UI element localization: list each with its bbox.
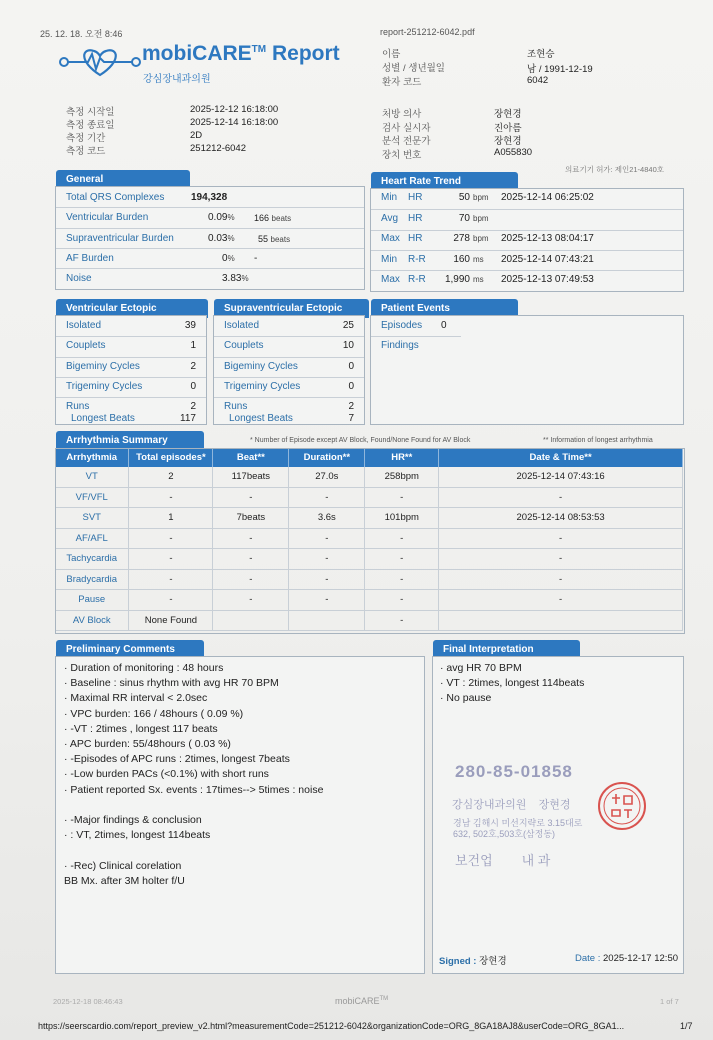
vent-ectopic-label: Isolated: [66, 320, 102, 331]
arrhythmia-cell: -: [365, 610, 439, 631]
general-vent-beats: 166 beats: [254, 213, 292, 223]
general-af-burden-label: AF Burden: [66, 253, 114, 264]
general-vent-burden-value: 0.09%: [208, 212, 235, 223]
device-number: A055830: [494, 147, 533, 158]
comment-line: · -Episodes of APC runs : 2times, longest 7beats: [64, 753, 290, 766]
arrhythmia-cell: -: [439, 549, 683, 570]
svent-ectopic-label: Bigeminy Cycles: [224, 360, 298, 372]
final-line: · avg HR 70 BPM: [440, 662, 522, 674]
arrhythmia-cell: [289, 610, 365, 631]
episodes-value: 0: [441, 320, 447, 331]
general-qrs-label: Total QRS Complexes: [66, 192, 165, 203]
svent-ectopic-label: Trigeminy Cycles: [224, 380, 301, 392]
hr-row-label1: Max: [381, 233, 400, 244]
col-total-episodes: Total episodes*: [129, 448, 213, 467]
stamp-clinic: 강심장내과의원 장현경: [452, 799, 571, 811]
hr-row-label2: R-R: [408, 274, 426, 285]
comment-line: BB Mx. after 3M holter f/U: [64, 874, 185, 887]
arrhythmia-row: [55, 590, 683, 611]
meas-end: 2025-12-14 16:18:00: [190, 117, 279, 128]
prelim-comments-header: Preliminary Comments: [56, 640, 204, 659]
final-interpretation-header: Final Interpretation: [433, 640, 580, 659]
hr-row-label1: Min: [381, 192, 398, 203]
arrhythmia-cell: -: [213, 549, 289, 570]
hr-trend-header: Heart Rate Trend: [371, 172, 518, 191]
arrhythmia-cell: -: [439, 569, 683, 590]
hr-row-unit: ms: [473, 254, 484, 264]
general-af-burden-value: 0%: [222, 253, 235, 264]
arrhythmia-cell: 117beats: [213, 467, 289, 487]
general-af-beats: -: [254, 253, 258, 264]
final-line: · VT : 2times, longest 114beats: [440, 677, 585, 690]
arrhythmia-summary-header: Arrhythmia Summary: [56, 431, 204, 450]
tester: 진아름: [494, 123, 522, 134]
footer-timestamp: 2025-12-18 08:46:43: [53, 997, 123, 1006]
arrhythmia-cell: -: [289, 569, 365, 590]
svent-ectopic-header: Supraventricular Ectopic: [214, 299, 369, 318]
svent-ectopic-value: 10: [342, 340, 354, 352]
vent-ectopic-label: Trigeminy Cycles: [66, 380, 143, 392]
arrhythmia-cell: 27.0s: [289, 467, 365, 487]
comment-line: · Patient reported Sx. events : 17times--> 5times : noise: [64, 783, 324, 796]
arrhythmia-cell: None Found: [129, 610, 213, 631]
arrhythmia-cell: -: [365, 569, 439, 590]
arrhythmia-cell: 258bpm: [365, 467, 439, 487]
arrhythmia-note-2: ** Information of longest arrhythmia: [543, 437, 653, 444]
hr-row-label2: R-R: [408, 253, 426, 265]
arrhythmia-cell: -: [129, 487, 213, 508]
general-svent-burden-label: Supraventricular Burden: [66, 233, 174, 244]
meas-code-label: 측정 코드: [66, 146, 106, 157]
arrhythmia-cell: -: [213, 569, 289, 590]
report-title: mobiCARE™ Report: [142, 42, 340, 65]
arrhythmia-table: [55, 448, 683, 631]
arrhythmia-cell: -: [289, 487, 365, 508]
clinic-name: 강심장내과의원: [143, 74, 211, 85]
hr-row-label1: Max: [381, 274, 400, 285]
patient-sex-dob: 남 / 1991-12-19: [527, 64, 593, 75]
general-qrs-value: 194,328: [191, 192, 228, 203]
signed-by: Signed : 장현경: [439, 956, 507, 967]
svent-ectopic-label: Runs: [224, 401, 248, 413]
hr-row-label1: Min: [381, 253, 398, 265]
signed-date: Date : 2025-12-17 12:50: [575, 953, 679, 964]
print-page: 1/7: [680, 1021, 693, 1031]
vent-ectopic-value: 2: [190, 401, 196, 413]
arrhythmia-row: [55, 528, 683, 549]
svent-ectopic-value: 0: [348, 360, 354, 372]
episodes-label: Episodes: [381, 320, 423, 331]
patient-sex-dob-label: 성별 / 생년월일: [382, 63, 445, 74]
vent-ectopic-label: Runs: [66, 401, 90, 413]
patient-code: 6042: [527, 75, 549, 86]
hr-row-time: 2025-12-13 08:04:17: [501, 233, 594, 244]
col-date-time: Date & Time**: [439, 448, 683, 467]
arrhythmia-cell: VF/VFL: [55, 487, 129, 508]
stamp-business-number: 280-85-01858: [455, 762, 573, 781]
arrhythmia-cell: -: [289, 590, 365, 611]
meas-period: 2D: [190, 130, 203, 141]
meas-code: 251212-6042: [190, 143, 246, 154]
comment-line: · APC burden: 55/48hours ( 0.03 %): [64, 738, 231, 750]
print-url: https://seerscardio.com/report_preview_v2.html?measurementCode=251212-6042&organizationCode=ORG_8GA18AJ8&userCode=ORG_8GA1...: [38, 1021, 625, 1031]
arrhythmia-cell: Pause: [55, 590, 129, 611]
hr-row-unit: bpm: [473, 234, 489, 243]
col-arrhythmia: Arrhythmia: [55, 448, 129, 467]
tester-label: 검사 실시자: [382, 123, 431, 134]
arrhythmia-cell: -: [213, 487, 289, 508]
arrhythmia-note-1: * Number of Episode except AV Block, Found/None Found for AV Block: [250, 437, 471, 444]
arrhythmia-cell: [439, 610, 683, 631]
svent-ectopic-sub-value: 7: [348, 413, 354, 425]
final-line: · No pause: [440, 692, 492, 705]
hr-row-value: 278: [453, 233, 470, 244]
hr-row-label2: HR: [408, 233, 423, 244]
hr-row-value: 70: [458, 212, 470, 224]
hr-row-unit: bpm: [473, 193, 489, 202]
general-svent-burden-value: 0.03%: [208, 233, 235, 244]
arrhythmia-cell: -: [129, 528, 213, 549]
comment-line: · -Major findings & conclusion: [64, 814, 202, 826]
comment-line: · Maximal RR interval < 2.0sec: [64, 692, 208, 705]
analyst: 장현경: [494, 136, 522, 147]
comment-line: · Baseline : sinus rhythm with avg HR 70 BPM: [64, 677, 279, 690]
hr-row-unit: ms: [473, 275, 484, 284]
vent-ectopic-label: Couplets: [66, 340, 106, 352]
patient-events-header: Patient Events: [371, 299, 518, 318]
hr-row-time: 2025-12-14 06:25:02: [501, 192, 594, 203]
patient-events-panel: [370, 315, 684, 425]
arrhythmia-cell: SVT: [55, 508, 129, 529]
stamp-type: 보건업 내 과: [455, 853, 551, 868]
hr-row-value: 160: [453, 253, 470, 265]
vent-ectopic-value: 2: [190, 360, 196, 372]
comment-line: · : VT, 2times, longest 114beats: [64, 829, 211, 842]
arrhythmia-cell: 1: [129, 508, 213, 529]
findings-label: Findings: [381, 340, 419, 351]
vent-ectopic-sub-label: Longest Beats: [71, 413, 135, 425]
general-vent-burden-label: Ventricular Burden: [66, 212, 149, 223]
arrhythmia-cell: Bradycardia: [55, 569, 129, 590]
patient-name: 조현승: [527, 49, 555, 60]
vent-ectopic-label: Bigeminy Cycles: [66, 360, 140, 372]
arrhythmia-cell: -: [213, 528, 289, 549]
print-datetime: 25. 12. 18. 오전 8:46: [40, 29, 123, 39]
hr-row-value: 1,990: [444, 274, 470, 285]
arrhythmia-cell: 3.6s: [289, 508, 365, 529]
hr-row-time: 2025-12-14 07:43:21: [501, 253, 594, 265]
svent-ectopic-value: 2: [348, 401, 354, 413]
comment-line: · VPC burden: 166 / 48hours ( 0.09 %): [64, 707, 244, 720]
arrhythmia-cell: -: [439, 590, 683, 611]
arrhythmia-cell: -: [129, 549, 213, 570]
vent-ectopic-value: 0: [190, 380, 196, 392]
arrhythmia-cell: -: [213, 590, 289, 611]
arrhythmia-cell: 2025-12-14 07:43:16: [439, 467, 683, 487]
arrhythmia-cell: -: [129, 569, 213, 590]
arrhythmia-row: [55, 549, 683, 570]
col-hr: HR**: [365, 448, 439, 467]
arrhythmia-cell: AV Block: [55, 610, 129, 631]
hr-row-label1: Avg: [381, 212, 399, 224]
arrhythmia-cell: 2: [129, 467, 213, 487]
arrhythmia-row: [55, 610, 683, 631]
col-beat: Beat**: [213, 448, 289, 467]
svent-ectopic-value: 25: [342, 320, 354, 331]
col-duration: Duration**: [289, 448, 365, 467]
arrhythmia-cell: -: [365, 528, 439, 549]
stamp-address: 경남 김해시 미선지략로 3.15대로 632, 502호,503호(삼정동): [453, 818, 583, 839]
svent-ectopic-sub-label: Longest Beats: [229, 413, 293, 425]
arrhythmia-cell: -: [129, 590, 213, 611]
physician-label: 처방 의사: [382, 109, 422, 120]
arrhythmia-cell: AF/AFL: [55, 528, 129, 549]
analyst-label: 분석 전문가: [382, 136, 431, 147]
svent-ectopic-label: Couplets: [224, 340, 264, 352]
heart-logo-icon: [58, 45, 142, 79]
general-noise-label: Noise: [66, 273, 92, 284]
arrhythmia-cell: -: [439, 487, 683, 508]
hr-row-value: 50: [458, 192, 470, 203]
meas-start-label: 측정 시작일: [66, 107, 115, 118]
device-label: 장치 번호: [382, 150, 422, 161]
arrhythmia-cell: -: [365, 590, 439, 611]
footer-brand: mobiCARE™: [335, 996, 389, 1006]
svent-ectopic-value: 0: [348, 380, 354, 392]
patient-name-label: 이름: [382, 49, 401, 60]
arrhythmia-cell: Tachycardia: [55, 549, 129, 570]
arrhythmia-row: [55, 467, 683, 487]
arrhythmia-cell: [213, 610, 289, 631]
device-approval: 의료기기 허가: 제인21-4840호: [565, 165, 664, 174]
physician: 장현경: [494, 109, 522, 120]
svent-ectopic-label: Isolated: [224, 320, 260, 331]
arrhythmia-cell: VT: [55, 467, 129, 487]
arrhythmia-cell: 101bpm: [365, 508, 439, 529]
arrhythmia-cell: -: [289, 549, 365, 570]
comment-line: · Duration of monitoring : 48 hours: [64, 662, 224, 674]
patient-code-label: 환자 코드: [382, 77, 422, 88]
general-noise-value: 3.83%: [222, 273, 249, 284]
vent-ectopic-value: 39: [184, 320, 196, 331]
general-panel: [55, 186, 365, 290]
meas-end-label: 측정 종료일: [66, 120, 115, 131]
hr-row-time: 2025-12-13 07:49:53: [501, 274, 594, 285]
footer-page: 1 of 7: [660, 997, 679, 1006]
comment-line: · -VT : 2times , longest 117 beats: [64, 722, 218, 735]
vent-ectopic-value: 1: [190, 340, 196, 352]
doctor-seal-icon: [596, 780, 648, 832]
meas-period-label: 측정 기간: [66, 133, 106, 144]
hr-row-unit: bpm: [473, 213, 489, 223]
arrhythmia-cell: 7beats: [213, 508, 289, 529]
arrhythmia-cell: 2025-12-14 08:53:53: [439, 508, 683, 529]
arrhythmia-cell: -: [289, 528, 365, 549]
arrhythmia-cell: -: [365, 487, 439, 508]
arrhythmia-cell: -: [365, 549, 439, 570]
comment-line: · -Low burden PACs (<0.1%) with short runs: [64, 768, 269, 781]
general-header: General: [56, 170, 190, 189]
arrhythmia-row: [55, 569, 683, 590]
vent-ectopic-header: Ventricular Ectopic: [56, 299, 208, 318]
arrhythmia-row: [55, 487, 683, 508]
hr-row-label2: HR: [408, 192, 423, 203]
comment-line: · -Rec) Clinical corelation: [64, 859, 182, 872]
arrhythmia-cell: -: [439, 528, 683, 549]
pdf-filename: report-251212-6042.pdf: [380, 27, 475, 37]
general-svent-beats: 55 beats: [258, 234, 291, 244]
arrhythmia-row: [55, 508, 683, 529]
meas-start: 2025-12-12 16:18:00: [190, 104, 279, 115]
vent-ectopic-sub-value: 117: [180, 413, 196, 425]
hr-row-label2: HR: [408, 212, 423, 224]
